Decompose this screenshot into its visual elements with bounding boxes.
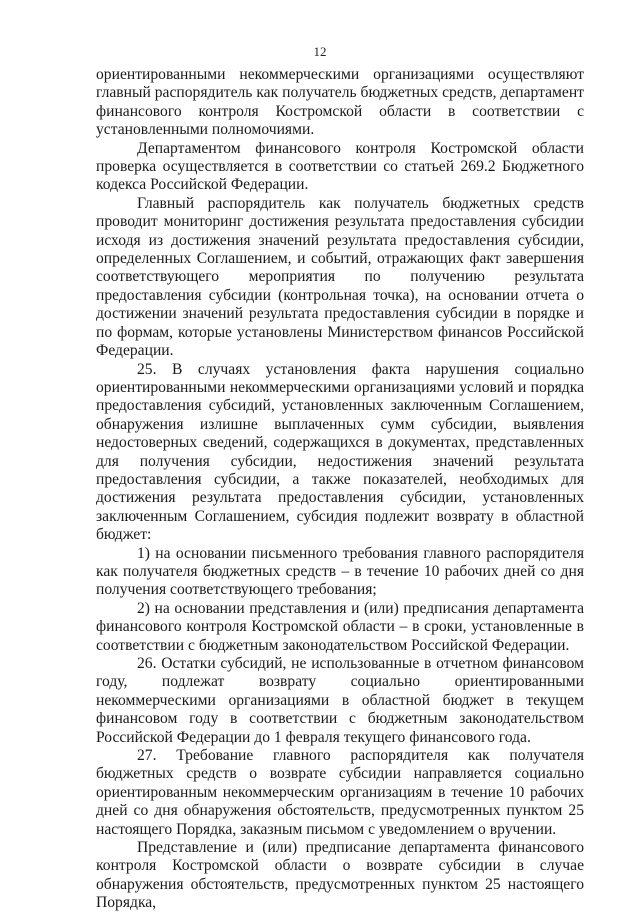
paragraph-financial-control-check: Департаментом финансового контроля Костромской области проверка осуществляется в соответствии со статьей 269.2 Бюджетного кодекса Российской Федерации. bbox=[96, 139, 584, 194]
paragraph-clause-25: 25. В случаях установления факта нарушения социально ориентированными некоммерческими организациями условий и порядка предоставления субсидий, установленных заключенным Соглашением, обнаружения излишне выплаченных сумм субсидии, выявления недостоверных сведений, содержащихся в документах, представленных для получения субсидии, недостижения значений результата предоставления субсидии, а также показателей, необходимых для достижения результата предоставления субсидии, установленных заключенным Соглашением, субсидия подлежит возврату в областной бюджет: bbox=[96, 360, 584, 544]
paragraph-presentation: Представление и (или) предписание департамента финансового контроля Костромской области о возврате субсидии в случае обнаружения обстоятельств, предусмотренных пунктом 25 настоящего Порядка, bbox=[96, 839, 584, 912]
document-body bbox=[96, 66, 584, 913]
paragraph-clause-26: 26. Остатки субсидий, не использованные в отчетном финансовом году, подлежат возврату социально ориентированными некоммерческими организациями в областной бюджет в текущем финансовом году в соответствии с бюджетным законодательством Российской Федерации до 1 февраля текущего финансового года. bbox=[96, 655, 584, 746]
paragraph-clause-27: 27. Требование главного распорядителя как получателя бюджетных средств о возврате субсидии направляется социально ориентированным некоммерческим организациям в течение 10 рабочих дней со дня обнаружения обстоятельств, предусмотренных пунктом 25 настоящего Порядка, заказным письмом с уведомлением о вручении. bbox=[96, 747, 584, 838]
paragraph-continuation: ориентированными некоммерческими организациями осуществляют главный распорядитель как получатель бюджетных средств, департамент финансового контроля Костромской области в соответствии с установленными полномочиями. bbox=[96, 66, 584, 139]
paragraph-clause-25-item-1: 1) на основании письменного требования главного распорядителя как получателя бюджетных средств – в течение 10 рабочих дней со дня получения соответствующего требования; bbox=[96, 544, 584, 599]
paragraph-clause-25-item-2: 2) на основании представления и (или) предписания департамента финансового контроля Костромской области – в сроки, установленные в соответствии с бюджетным законодательством Российской Федерации. bbox=[96, 599, 584, 654]
page-number: 12 bbox=[313, 44, 327, 59]
paragraph-monitoring: Главный распорядитель как получатель бюджетных средств проводит мониторинг достижения результата предоставления субсидии исходя из достижения значений результата предоставления субсидии, определенных Соглашением, и событий, отражающих факт завершения соответствующего мероприятия по получению результата предоставления субсидии (контрольная точка), на основании отчета о достижении значений результата предоставления субсидии в порядке и по формам, которые установлены Министерством финансов Российской Федерации. bbox=[96, 194, 584, 360]
